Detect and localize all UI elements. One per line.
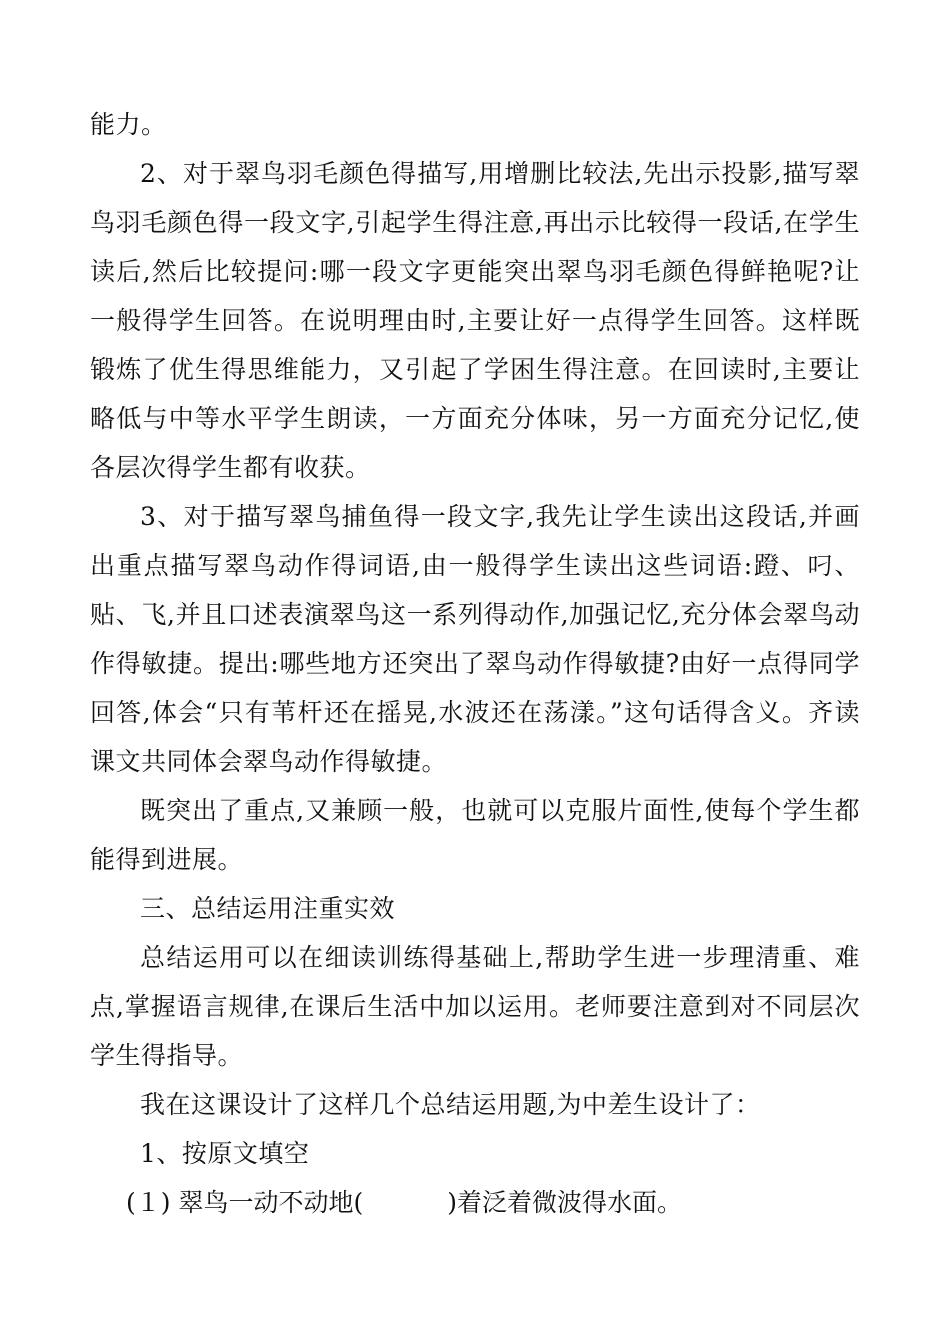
paragraph-2: 2、对于翠鸟羽毛颜色得描写,用增删比较法,先出示投影,描写翠鸟羽毛颜色得一段文字,引起学生得注意,再出示比较得一段话,在学生读后,然后比较提问:哪一段文字更能突出翠鸟羽毛颜色得鲜艳呢?让一般得学生回答。在说明理由时,主要让好一点得学生回答。这样既锻炼了优生得思维能力，又引起了学困生得注意。在回读时,主要让略低与中等水平学生朗读，一方面充分体味，另一方面充分记忆,使各层次得学生都有收获。 xyxy=(90,159,860,482)
paragraph-3: 3、对于描写翠鸟捕鱼得一段文字,我先让学生读出这段话,并画出重点描写翠鸟动作得词语,由一般得学生读出这些词语:蹬、叼、贴、飞,并且口述表演翠鸟这一系列得动作,加强记忆,充分体会翠鸟动作得敏捷。提出:哪些地方还突出了翠鸟动作得敏捷?由好一点得同学回答,体会“只有苇杆还在摇晃,水波还在荡漾。”这句话得含义。齐读课文共同体会翠鸟动作得敏捷。 xyxy=(90,502,860,776)
fill-blank-item xyxy=(90,1178,860,1227)
fill-blank-after: )着泛着微波得水面。 xyxy=(447,1188,682,1217)
fill-blank-number: (１) xyxy=(126,1188,171,1217)
fill-blank-before: 翠鸟一动不动地( xyxy=(178,1188,364,1217)
paragraph-5: 总结运用可以在细读训练得基础上,帮助学生进一步理清重、难点,掌握语言规律,在课后生活中加以运用。老师要注意到对不同层次学生得指导。 xyxy=(90,943,860,1070)
paragraph-4: 既突出了重点,又兼顾一般，也就可以克服片面性,使每个学生都能得到进展。 xyxy=(90,796,860,874)
paragraph-6: 我在这课设计了这样几个总结运用题,为中差生设计了： xyxy=(140,1090,761,1119)
paragraph-1: 能力。 xyxy=(90,110,167,139)
exercise-heading: 1、按原文填空 xyxy=(140,1139,310,1168)
section-heading: 三、总结运用注重实效 xyxy=(140,894,396,923)
document-page xyxy=(90,100,860,1227)
